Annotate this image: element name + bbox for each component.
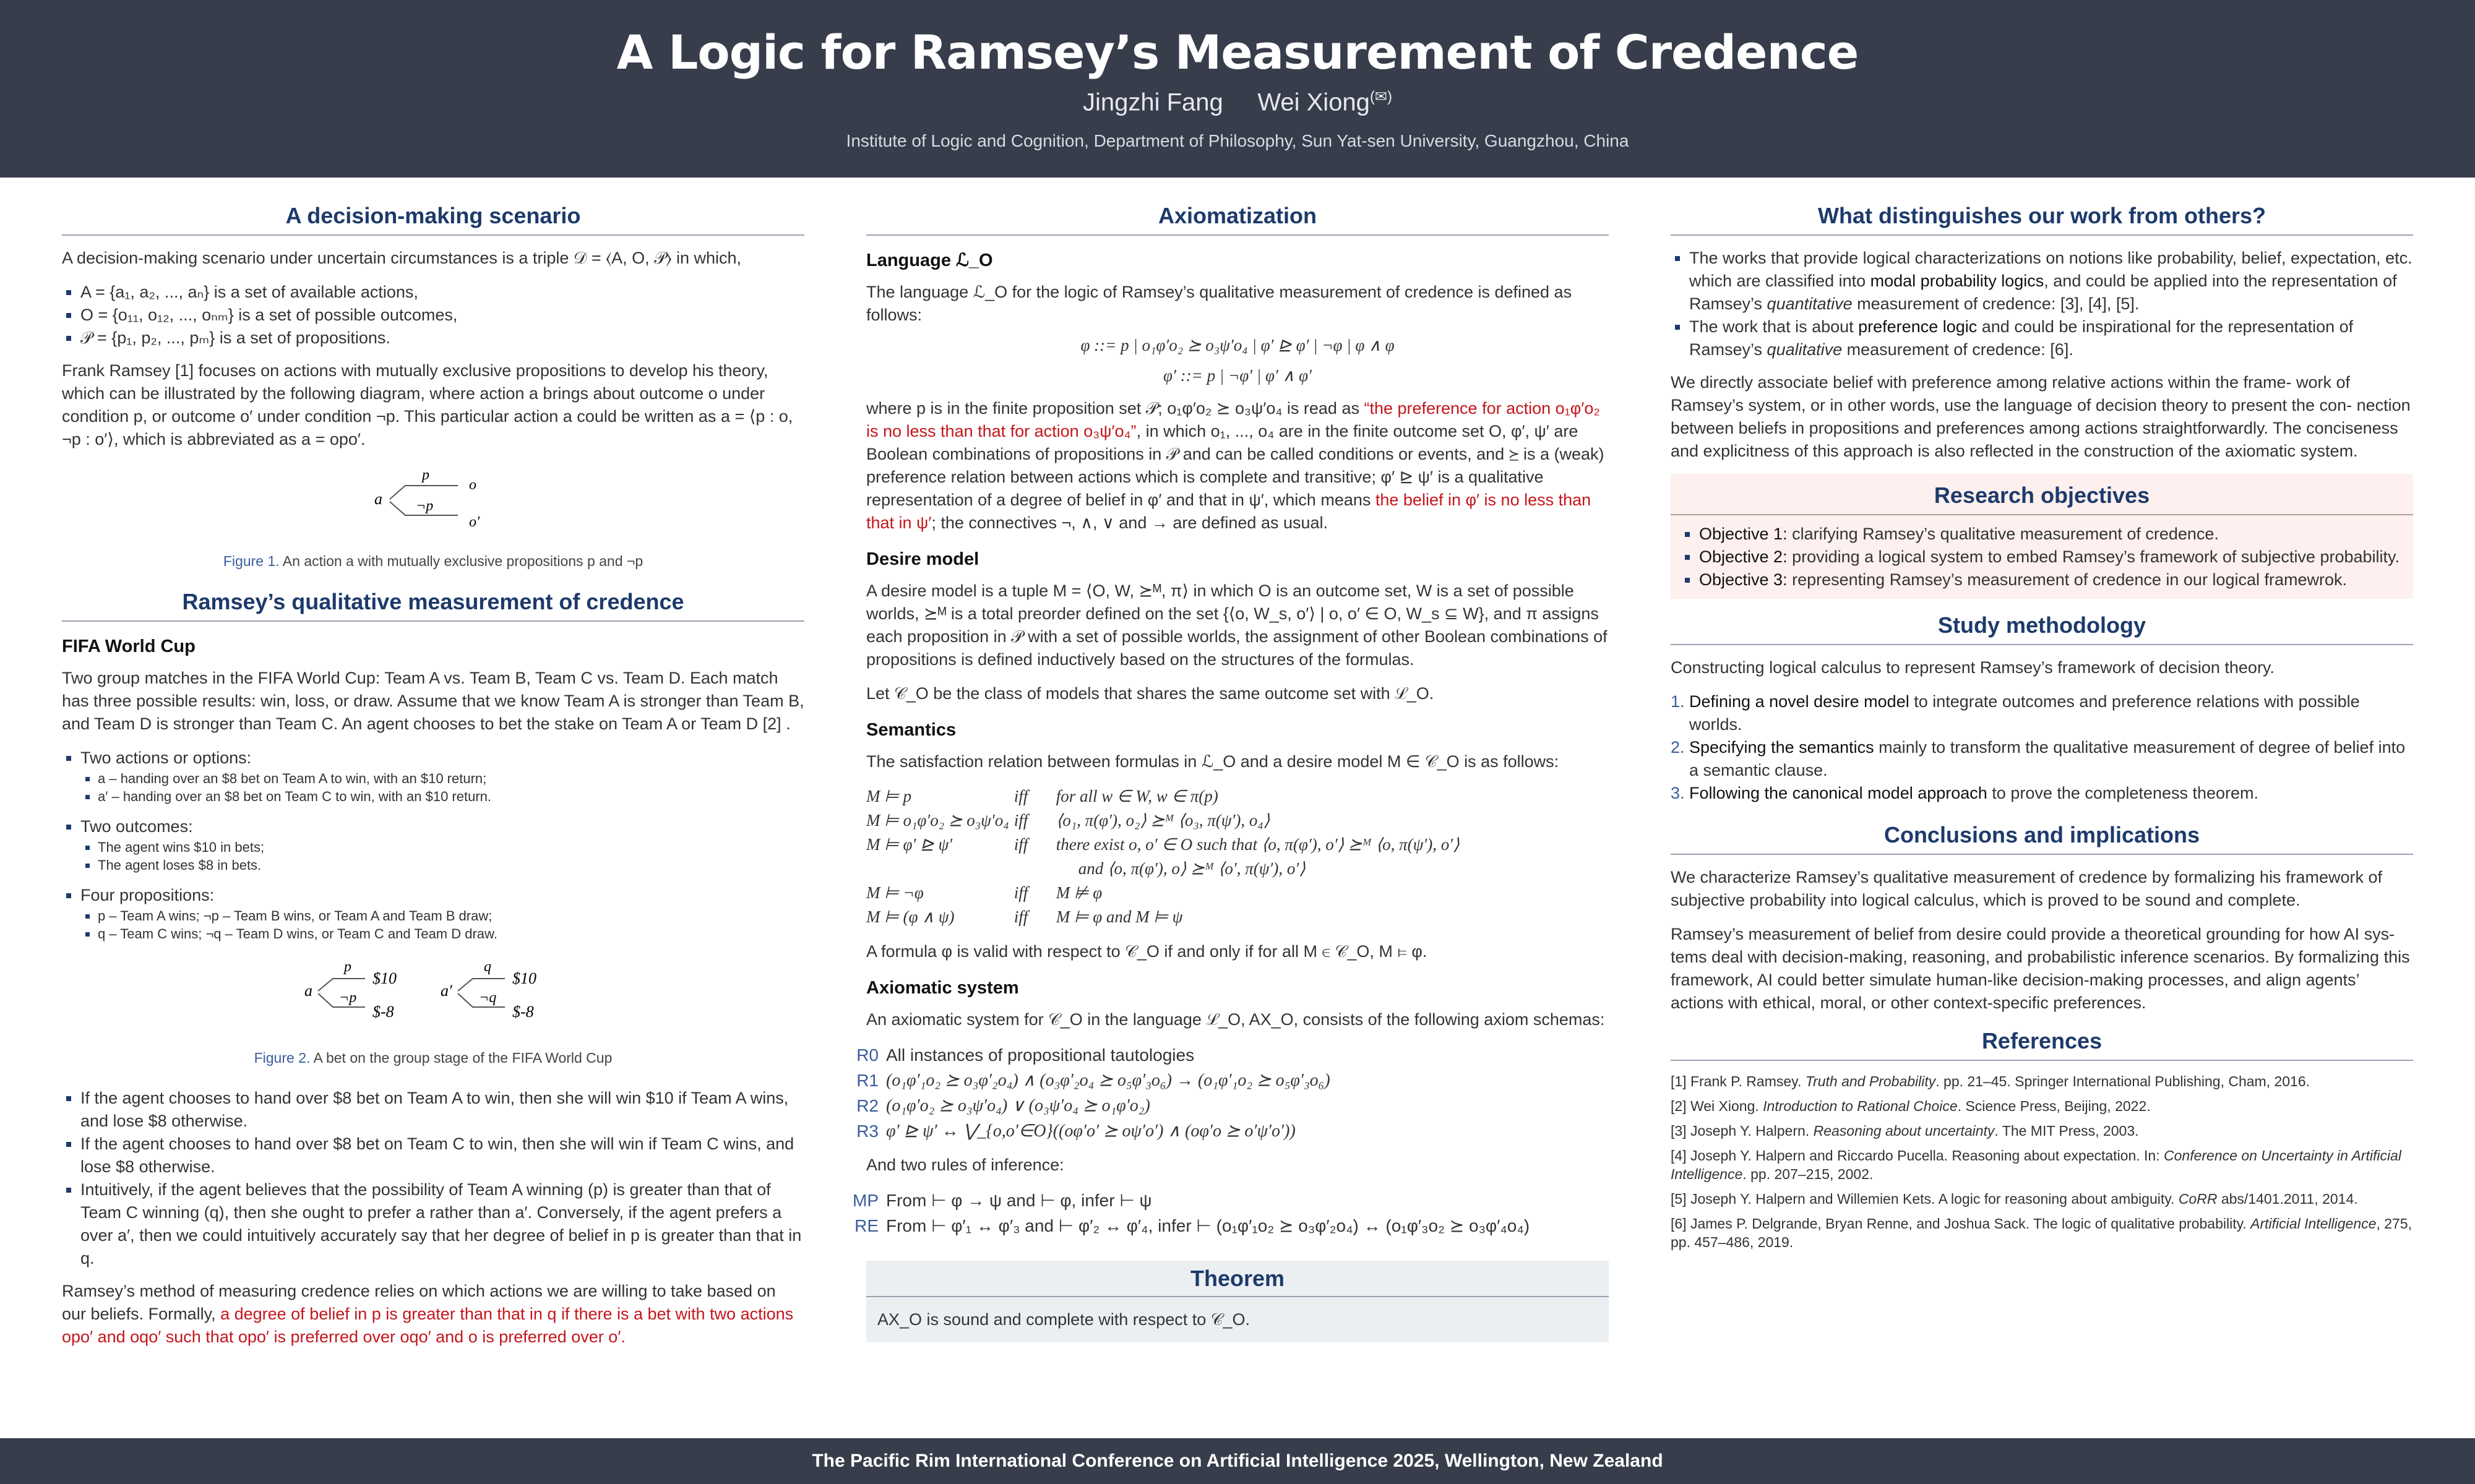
section-title-methodology: Study methodology xyxy=(1671,614,2413,645)
diagram-label: a xyxy=(304,982,312,1000)
italic-text: CoRR xyxy=(2178,1191,2218,1207)
text-run: where p is in the finite proposition set 𝒫; o₁φ′o₂ ⪰ o₃ψ′o₄ is read as xyxy=(866,399,1364,418)
list-item: ▪ O = {o₁₁, o₁₂, ..., oₙₘ} is a set of possible outcomes, xyxy=(80,304,804,327)
text-run: measurement of credence: [6]. xyxy=(1842,340,2073,359)
italic-text: Introduction to Rational Choice xyxy=(1763,1098,1958,1114)
text-run: [5] Joseph Y. Halpern and Willemien Kets. A logic for reasoning about ambiguity. xyxy=(1671,1191,2179,1207)
list-item xyxy=(1699,568,2403,591)
table-row xyxy=(866,857,1465,881)
sub-list xyxy=(80,838,804,874)
bet-diagram xyxy=(303,953,563,1033)
desire-paragraph: A desire model is a tuple M = ⟨O, W, ⪰ᴹ, π⟩ in which O is an outcome set, W is a set of possible worlds, ⪰ᴹ is a total preorder defined on the set {⟨o, W_s, o′⟩ | o, o′ ∈ O, W_s ⊆ W}, and π assigns each proposition in 𝒫 with a set of possible worlds, the assignment of other Boolean combinations of propositions is defined inductively based on the structures of the formulas. xyxy=(866,581,1608,669)
section-title-conclusions: Conclusions and implications xyxy=(1671,823,2413,855)
text-run: measurement of credence: [3], [4], [5]. xyxy=(1852,294,2140,313)
fifa-title: FIFA World Cup xyxy=(62,637,196,656)
table-row xyxy=(866,881,1465,905)
objective-label: Objective 2: xyxy=(1699,547,1788,566)
reference-item xyxy=(1671,1190,2413,1208)
table-cell: M ⊭ φ xyxy=(1056,883,1103,902)
objective-label: Objective 3: xyxy=(1699,570,1788,589)
author-2: Wei Xiong xyxy=(1257,88,1370,116)
table-cell: there exist o, o′ ∈ O such that ⟨o, π(φ′), o′⟩ ⪰ᴹ ⟨o, π(ψ′), o′⟩ xyxy=(1056,835,1460,854)
step-text: mainly to transform the qualitative measurement of degree of belief into a semantic clause. xyxy=(1689,738,2406,779)
text-run: , and could be applied into the representation of Ramsey’s xyxy=(1689,272,2397,313)
validity-definition: A formula φ is valid with respect to 𝒞_O if and only if for all M ∈ 𝒞_O, M ⊨ φ. xyxy=(866,942,1427,961)
list-item xyxy=(80,815,804,874)
diagram-label: p xyxy=(422,467,429,483)
language-intro: The language ℒ_O for the logic of Ramsey’s qualitative measurement of credence is defined as follows: xyxy=(866,283,1572,324)
text-run: The work that is about xyxy=(1689,317,1859,336)
authors xyxy=(0,88,2475,116)
sub-list xyxy=(80,907,804,943)
language-explanation xyxy=(866,397,1609,534)
text-run: [2] Wei Xiong. xyxy=(1671,1098,1763,1114)
list-item: ▪ a – handing over an $8 bet on Team A to win, with an $10 return; xyxy=(98,770,804,787)
table-cell xyxy=(866,857,1014,881)
approach-paragraph: We directly associate belief with preference among relative actions within the frame- work of Ramsey’s system, or in other words, use the language of decision theory to present the con- nection between beliefs in propositions and preferences among actions straightforwardly. The conciseness and explicitness of this approach is also reflected in the construction of the axiomatic system. xyxy=(1671,373,2411,460)
theorem-box xyxy=(866,1261,1609,1342)
axiom-label: R2 xyxy=(856,1096,879,1115)
table-cell: for all w ∈ W, w ∈ π(p) xyxy=(1056,787,1218,805)
axiom-table xyxy=(849,1042,1338,1144)
table-cell: ⟨o₁, π(φ′), o₂⟩ ⪰ᴹ ⟨o₃, π(ψ′), o₄⟩ xyxy=(1056,811,1270,830)
table-cell: iff xyxy=(1014,907,1028,926)
italic-text: Conference on Uncertainty in Artificial Intelligence xyxy=(1671,1147,2401,1182)
table-row xyxy=(849,1093,1338,1118)
list-item: ▪ p – Team A wins; ¬p – Team B wins, or Team A and Team B draw; xyxy=(98,907,804,925)
table-row xyxy=(866,784,1465,808)
decision-intro: A decision-making scenario under uncertain circumstances is a triple 𝒟 = ⟨A, O, 𝒫⟩ in which, xyxy=(62,249,742,267)
italic-text: quantitative xyxy=(1767,294,1853,313)
table-cell: M ⊨ o₁φ′o₂ ⪰ o₃ψ′o₄ xyxy=(866,811,1009,830)
list-heading: Two outcomes: xyxy=(80,817,193,836)
step-text: to prove the completeness theorem. xyxy=(1987,784,2259,802)
text-run: Ramsey’s method of measuring credence relies on which actions we are willing to take based on our beliefs. Formally, xyxy=(62,1282,776,1323)
reference-item xyxy=(1671,1146,2413,1183)
text-run: , in which o₁, ..., o₄ are in the finite outcome set O, φ′, ψ′ are Boolean combinations of propositions in 𝒫 and can be called conditions or events, and ⪰ is a (weak) preference relation between actions which is complete and transitive; φ′ ⊵ ψ′ is a qualitative representation of a degree of belief in φ′ and that in ψ′, which means xyxy=(866,422,1604,509)
table-cell: iff xyxy=(1014,883,1028,902)
list-item xyxy=(1689,247,2413,315)
table-cell: iff xyxy=(1014,811,1028,830)
branch-line xyxy=(318,979,365,991)
table-cell: M ⊨ ¬φ xyxy=(866,883,924,902)
table-cell: M ⊨ φ and M ⊨ ψ xyxy=(1056,907,1183,926)
axiom-text: φ′ ⊵ ψ′ ↔ ⋁_{o,o′∈O}((oφ′o′ ⪰ oψ′o′) ∧ (oφ′o ⪰ o′ψ′o′)) xyxy=(886,1122,1296,1141)
poster-header xyxy=(0,0,2475,178)
diagram-label: o xyxy=(469,477,476,493)
poster-title: A Logic for Ramsey’s Measurement of Credence xyxy=(616,25,1859,80)
table-row xyxy=(849,1188,1537,1213)
diagram-label: p xyxy=(344,959,351,975)
table-row xyxy=(849,1068,1338,1093)
list-item: ▪ q – Team C wins; ¬q – Team D wins, or Team C and Team D draw. xyxy=(98,925,804,943)
section-title-axiomatization: Axiomatization xyxy=(866,204,1609,236)
payoff-label: $-8 xyxy=(372,1003,394,1021)
column-right xyxy=(1671,204,2413,1258)
highlight-text: a degree of belief in p is greater than that in q if there is a bet with two actions opo′ and oqo′ such that opo′ is preferred over oqo′ and o is preferred over o′. xyxy=(62,1305,794,1346)
implication-paragraph: Ramsey’s measurement of belief from desire could provide a theoretical grounding for how AI sys- tems deal with decision-making, reasoning, and probabilistic inference scenarios. By formalizing this framework, AI could better simulate human-like decision-making processes, and align agents’ actions with ethical, moral, or other context-specific preferences. xyxy=(1671,925,2410,1012)
italic-text: Artificial Intelligence xyxy=(2250,1216,2377,1232)
table-cell: M ⊨ p xyxy=(866,787,912,805)
axiom-text: (o₁φ′o₂ ⪰ o₃ψ′o₄) ∨ (o₃ψ′o₄ ⪰ o₁φ′o₂) xyxy=(886,1096,1150,1115)
reference-item xyxy=(1671,1214,2413,1251)
figure-caption xyxy=(62,550,804,573)
figure-2 xyxy=(62,953,804,1070)
axiomatic-title: Axiomatic system xyxy=(866,978,1019,998)
semantics-table xyxy=(866,784,1465,929)
table-cell: iff xyxy=(1014,835,1028,854)
axiom-label: R1 xyxy=(856,1071,879,1090)
desire-title: Desire model xyxy=(866,549,979,569)
text-run: . The MIT Press, 2003. xyxy=(1994,1123,2139,1139)
action-diagram xyxy=(371,462,495,536)
section-title-ramsey: Ramsey’s qualitative measurement of credence xyxy=(62,590,804,622)
related-work-list xyxy=(1671,247,2413,361)
table-cell xyxy=(1014,857,1056,881)
table-row xyxy=(849,1042,1338,1068)
list-item xyxy=(80,747,804,805)
list-item xyxy=(1689,690,2413,736)
list-item xyxy=(80,884,804,943)
payoff-label: $10 xyxy=(372,969,397,987)
list-item xyxy=(1699,523,2403,546)
language-title: Language ℒ_O xyxy=(866,251,993,270)
objective-label: Objective 1: xyxy=(1699,525,1788,543)
list-item xyxy=(1689,782,2413,805)
text-run: and could be inspirational for the representation of Ramsey’s xyxy=(1689,317,2354,359)
decision-list xyxy=(62,281,804,350)
diagram-label: a′ xyxy=(441,982,452,1000)
list-item xyxy=(1689,315,2413,361)
methodology-list xyxy=(1671,690,2413,805)
rule-text: From ⊢ φ′₁ ↔ φ′₃ and ⊢ φ′₂ ↔ φ′₄, infer ⊢ (o₁φ′₁o₂ ⪰ o₃φ′₂o₄) ↔ (o₁φ′₃o₂ ⪰ o₃φ′₄o₄) xyxy=(886,1216,1530,1235)
emphasis-text: modal probability logics xyxy=(1870,272,2044,290)
text-run: [1] Frank P. Ramsey. xyxy=(1671,1073,1806,1089)
rule-label: RE xyxy=(854,1216,879,1235)
section-title-decision: A decision-making scenario xyxy=(62,204,804,236)
axiomatic-intro: An axiomatic system for 𝒞_O in the language ℒ_O, AX_O, consists of the following axiom schemas: xyxy=(866,1010,1605,1029)
reference-list xyxy=(1671,1072,2413,1251)
reference-item xyxy=(1671,1072,2413,1091)
payoff-label: $-8 xyxy=(512,1003,534,1021)
list-item: ▪ The agent wins $10 in bets; xyxy=(98,838,804,856)
axiom-text: All instances of propositional tautologies xyxy=(886,1045,1195,1065)
axiom-label: R0 xyxy=(856,1045,879,1065)
theorem-title: Theorem xyxy=(866,1261,1609,1297)
axiom-text: (o₁φ′₁o₂ ⪰ o₃φ′₂o₄) ∧ (o₃φ′₂o₄ ⪰ o₅φ′₃o₆) → (o₁φ′₁o₂ ⪰ o₅φ′₃o₆) xyxy=(886,1071,1330,1090)
objectives-list xyxy=(1681,523,2403,591)
payoff-label: $10 xyxy=(512,969,536,987)
list-item: ▪ The agent loses $8 in bets. xyxy=(98,856,804,874)
text-run: The works that provide logical characterizations on notions like probability, belief, expectation, etc. which are classified into xyxy=(1689,249,2413,290)
affiliation: Institute of Logic and Cognition, Department of Philosophy, Sun Yat-sen University, Guangzhou, China xyxy=(846,131,1629,150)
list-item: ▪ A = {a₁, a₂, ..., aₙ} is a set of available actions, xyxy=(80,281,804,304)
semantics-title: Semantics xyxy=(866,720,957,740)
section-title-distinguish: What distinguishes our work from others? xyxy=(1671,204,2413,236)
text-run: . pp. 21–45. Springer International Publishing, Cham, 2016. xyxy=(1935,1073,2310,1089)
list-item: ▪ Intuitively, if the agent believes that the possibility of Team A winning (p) is greater than that of Team C winning (q), then she ought to prefer a rather than a′. Conversely, if the agent prefers a over a′, then we could intuitively accurately say that her degree of belief in p is greater than that in q. xyxy=(80,1178,804,1270)
diagram-label: ¬p xyxy=(339,990,357,1006)
agent-list xyxy=(62,1087,804,1270)
diagram-label: a xyxy=(374,490,382,508)
table-cell: M ⊨ φ′ ⊵ ψ′ xyxy=(866,835,953,854)
caption-text: An action a with mutually exclusive propositions p and ¬p xyxy=(282,553,644,569)
table-cell: iff xyxy=(1014,787,1028,805)
text-run: abs/1401.2011, 2014. xyxy=(2217,1191,2358,1207)
objectives-box xyxy=(1671,474,2413,599)
table-row xyxy=(866,833,1465,857)
author-1: Jingzhi Fang xyxy=(1082,88,1223,116)
text-run: [6] James P. Delgrande, Bryan Renne, and Joshua Sack. The logic of qualitative probability. xyxy=(1671,1216,2251,1232)
ramsey-paragraph: Frank Ramsey [1] focuses on actions with mutually exclusive propositions to develop his theory, which can be illustrated by the following diagram, where action a brings about outcome o under condition p, or outcome o′ under condition ¬p. This particular action a could be written as a = ⟨p : o, ¬p : o′⟩, which is abbreviated as a = opo′. xyxy=(62,361,793,448)
text-run: , 275, pp. 457–486, 2019. xyxy=(1671,1216,2412,1250)
list-heading: Two actions or options: xyxy=(80,748,252,767)
branch-line xyxy=(390,486,458,499)
caption-label: Figure 2. xyxy=(254,1050,311,1066)
step-label: Specifying the semantics xyxy=(1689,738,1874,757)
list-item: ▪ 𝒫 = {p₁, p₂, ..., pₘ} is a set of propositions. xyxy=(80,327,804,350)
diagram-label: ¬q xyxy=(479,990,497,1006)
objective-text: clarifying Ramsey’s qualitative measurement of credence. xyxy=(1792,525,2219,543)
theorem-body: AX_O is sound and complete with respect to 𝒞_O. xyxy=(877,1310,1250,1329)
rules-intro: And two rules of inference: xyxy=(866,1156,1064,1174)
italic-text: Truth and Probability xyxy=(1805,1073,1936,1089)
text-run: [3] Joseph Y. Halpern. xyxy=(1671,1123,1814,1139)
caption-label: Figure 1. xyxy=(223,553,280,569)
table-cell: and ⟨o, π(φ′), o⟩ ⪰ᴹ ⟨o′, π(ψ′), o′⟩ xyxy=(1078,859,1306,878)
column-middle xyxy=(853,203,1609,1342)
caption-text: A bet on the group stage of the FIFA World Cup xyxy=(313,1050,613,1066)
table-row xyxy=(866,905,1465,929)
branch-line xyxy=(458,979,505,991)
table-row xyxy=(849,1213,1537,1238)
text-run: ; the connectives ¬, ∧, ∨ and → are defined as usual. xyxy=(931,513,1328,532)
diagram-label: ¬p xyxy=(416,498,434,514)
axiom-label: R3 xyxy=(856,1122,879,1141)
list-item xyxy=(1689,736,2413,782)
poster-footer: The Pacific Rim International Conference on Artificial Intelligence 2025, Wellington, New Zealand xyxy=(0,1438,2475,1484)
list-item: ▪ If the agent chooses to hand over $8 bet on Team C to win, then she will win if Team C wins, and lose $8 otherwise. xyxy=(80,1133,804,1178)
list-item: ▪ If the agent chooses to hand over $8 bet on Team A to win, then she will win $10 if Team A wins, and lose $8 otherwise. xyxy=(80,1087,804,1133)
fifa-paragraph: Two group matches in the FIFA World Cup: Team A vs. Team B, Team C vs. Team D. Each match has three possible results: win, loss, or draw. Assume that we know Team A is stronger than Team B, and Team D is stronger than Team C. An agent chooses to bet the stake on Team A or Team D [2] . xyxy=(62,669,804,733)
diagram-label: q xyxy=(484,959,491,975)
reference-item xyxy=(1671,1097,2413,1115)
rules-table xyxy=(849,1188,1537,1238)
corresponding-mark: (✉) xyxy=(1369,88,1393,105)
list-item: ▪ a′ – handing over an $8 bet on Team C to win, with an $10 return. xyxy=(98,787,804,805)
desire-class: Let 𝒞_O be the class of models that shares the same outcome set with ℒ_O. xyxy=(866,684,1434,703)
step-text: to integrate outcomes and preference relations with possible worlds. xyxy=(1689,692,2360,734)
text-run: . pp. 207–215, 2002. xyxy=(1742,1166,1874,1182)
rule-label: MP xyxy=(853,1191,879,1210)
italic-text: Reasoning about uncertainty xyxy=(1813,1123,1995,1139)
step-label: Defining a novel desire model xyxy=(1689,692,1909,711)
methodology-intro: Constructing logical calculus to represent Ramsey’s framework of decision theory. xyxy=(1671,658,2275,677)
step-label: Following the canonical model approach xyxy=(1689,784,1987,802)
column-left xyxy=(62,204,804,1360)
grammar-formula: φ ::= p | o₁φ′o₂ ⪰ o₃ψ′o₄ | φ′ ⊵ φ′ | ¬φ | φ ∧ φ xyxy=(1080,336,1395,354)
section-title-references: References xyxy=(1671,1029,2413,1061)
text-run: [4] Joseph Y. Halpern and Riccardo Pucella. Reasoning about expectation. In: xyxy=(1671,1147,2164,1164)
text-run: . Science Press, Beijing, 2022. xyxy=(1957,1098,2151,1114)
section-title-objectives: Research objectives xyxy=(1671,478,2413,515)
highlight-text: “the preference for action o₁φ′o₂ is no less than that for action o₃ψ′o₄” xyxy=(866,399,1600,440)
figure-caption xyxy=(62,1047,804,1070)
emphasis-text: preference logic xyxy=(1858,317,1978,336)
list-item xyxy=(1699,546,2403,568)
table-row xyxy=(849,1118,1338,1144)
figure-1 xyxy=(62,462,804,573)
semantics-intro: The satisfaction relation between formulas in ℒ_O and a desire model M ∈ 𝒞_O is as follows: xyxy=(866,752,1559,771)
sub-list xyxy=(80,770,804,805)
objective-text: representing Ramsey’s measurement of credence in our logical framewrok. xyxy=(1792,570,2347,589)
rule-text: From ⊢ φ → ψ and ⊢ φ, infer ⊢ ψ xyxy=(886,1191,1152,1210)
grammar-formula: φ′ ::= p | ¬φ′ | φ′ ∧ φ′ xyxy=(1163,366,1312,385)
italic-text: qualitative xyxy=(1767,340,1843,359)
table-row xyxy=(866,808,1465,833)
table-cell: M ⊨ (φ ∧ ψ) xyxy=(866,907,955,926)
objective-text: providing a logical system to embed Ramsey’s framework of subjective probability. xyxy=(1792,547,2400,566)
reference-item xyxy=(1671,1122,2413,1140)
list-heading: Four propositions: xyxy=(80,886,215,904)
conclusion-paragraph: We characterize Ramsey’s qualitative measurement of credence by formalizing his framework of subjective probability into logical calculus, which is proved to be sound and complete. xyxy=(1671,868,2382,909)
fifa-list xyxy=(62,747,804,943)
highlight-text: the belief in φ′ is no less than that in ψ′ xyxy=(866,491,1591,532)
method-paragraph xyxy=(62,1280,804,1349)
diagram-label: o′ xyxy=(469,514,480,530)
